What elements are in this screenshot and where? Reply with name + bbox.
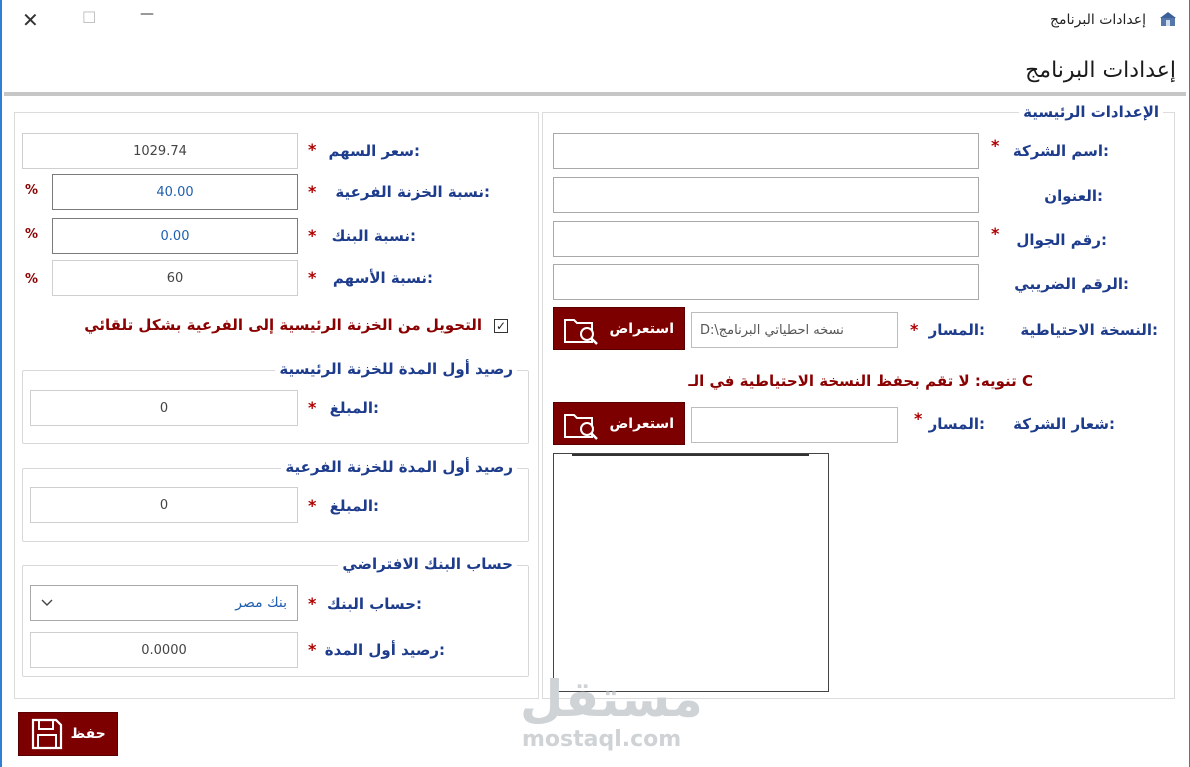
shares-ratio-input[interactable]: 60 bbox=[52, 260, 298, 296]
opening-balance-input[interactable]: 0.0000 bbox=[30, 632, 298, 668]
backup-warning: تنويه: لا تقم بحفظ النسخة الاحتياطية في الـ C bbox=[688, 372, 1033, 390]
auto-transfer-checkbox[interactable]: ✓ bbox=[495, 319, 507, 333]
header-divider bbox=[4, 92, 1186, 96]
opening-balance-label: رصيد أول المدة: bbox=[324, 641, 445, 659]
bank-account-label: حساب البنك: bbox=[327, 595, 422, 613]
shares-ratio-label: نسبة الأسهم: bbox=[332, 269, 433, 287]
required-mark: * bbox=[308, 268, 317, 287]
floppy-disk-icon bbox=[30, 717, 64, 751]
address-input[interactable] bbox=[553, 177, 979, 213]
close-button[interactable]: ✕ bbox=[22, 8, 39, 32]
branch-ratio-input[interactable]: 40.00 bbox=[52, 174, 298, 210]
chevron-down-icon bbox=[41, 599, 53, 607]
percent-sign: % bbox=[25, 183, 39, 198]
company-name-input[interactable] bbox=[553, 133, 979, 169]
backup-label: النسخة الاحتياطية: bbox=[1020, 321, 1158, 339]
branch-ratio-label: نسبة الخزنة الفرعية: bbox=[335, 183, 490, 201]
required-mark: * bbox=[308, 140, 317, 159]
logo-browse-button[interactable] bbox=[553, 402, 685, 445]
company-logo-label: شعار الشركة: bbox=[1013, 415, 1115, 433]
bank-account-value: بنك مصر bbox=[235, 595, 287, 611]
maximize-button[interactable]: ☐ bbox=[82, 8, 97, 27]
bank-ratio-input[interactable]: 0.00 bbox=[52, 218, 298, 254]
percent-sign: % bbox=[25, 272, 39, 287]
tax-number-label: الرقم الضريبي: bbox=[1014, 275, 1129, 293]
backup-path-input[interactable]: D:\نسخه احطياتي البرنامج bbox=[691, 312, 898, 348]
app-icon bbox=[1160, 11, 1176, 27]
required-mark: * bbox=[991, 136, 1000, 155]
branch-amount-label: المبلغ: bbox=[329, 497, 379, 515]
required-mark: * bbox=[308, 398, 317, 417]
required-mark: * bbox=[991, 224, 1000, 243]
auto-transfer-label: التحويل من الخزنة الرئيسية إلى الفرعية بشكل تلقائي bbox=[84, 316, 482, 334]
minimize-button[interactable]: — bbox=[140, 6, 154, 22]
page-title: إعدادات البرنامج bbox=[1025, 58, 1176, 83]
save-button[interactable] bbox=[18, 712, 118, 756]
main-amount-label: المبلغ: bbox=[329, 399, 379, 417]
required-mark: * bbox=[308, 594, 317, 613]
backup-browse-button[interactable] bbox=[553, 307, 685, 350]
backup-path-label: المسار: bbox=[928, 321, 985, 339]
required-mark: * bbox=[914, 409, 923, 428]
window-border-left bbox=[0, 0, 2, 767]
required-mark: * bbox=[308, 182, 317, 201]
required-mark: * bbox=[308, 496, 317, 515]
tax-number-input[interactable] bbox=[553, 264, 979, 300]
bank-ratio-label: نسبة البنك: bbox=[331, 227, 416, 245]
main-amount-input[interactable]: 0 bbox=[30, 390, 298, 426]
watermark-logo: مستقل bbox=[520, 670, 703, 728]
main-settings-legend: الإعدادات الرئيسية bbox=[1019, 103, 1163, 121]
address-label: العنوان: bbox=[1044, 187, 1103, 205]
bank-group-legend: حساب البنك الافتراضي bbox=[338, 555, 517, 573]
share-price-input[interactable]: 1029.74 bbox=[22, 133, 298, 169]
mobile-input[interactable] bbox=[553, 221, 979, 257]
watermark-url: mostaql.com bbox=[522, 727, 682, 752]
company-name-label: اسم الشركة: bbox=[1012, 142, 1109, 160]
logo-preview bbox=[553, 453, 829, 692]
folder-search-icon bbox=[562, 312, 600, 346]
main-treasury-legend: رصيد أول المدة للخزنة الرئيسية bbox=[275, 360, 517, 378]
branch-treasury-legend: رصيد أول المدة للخزنة الفرعية bbox=[281, 458, 517, 476]
logo-preview-top-line bbox=[572, 454, 809, 456]
mobile-label: رقم الجوال: bbox=[1016, 231, 1107, 249]
required-mark: * bbox=[308, 640, 317, 659]
folder-search-icon bbox=[562, 407, 600, 441]
share-price-label: سعر السهم: bbox=[328, 142, 420, 160]
logo-browse-label: استعراض bbox=[609, 415, 674, 432]
percent-sign: % bbox=[25, 227, 39, 242]
window-title: إعدادات البرنامج bbox=[1049, 12, 1146, 28]
bank-account-select[interactable] bbox=[30, 585, 298, 621]
required-mark: * bbox=[910, 320, 919, 339]
required-mark: * bbox=[308, 226, 317, 245]
logo-path-input[interactable] bbox=[691, 407, 898, 443]
save-label: حفظ bbox=[70, 726, 106, 742]
branch-amount-input[interactable]: 0 bbox=[30, 487, 298, 523]
backup-browse-label: استعراض bbox=[609, 320, 674, 337]
logo-path-label: المسار: bbox=[928, 415, 985, 433]
